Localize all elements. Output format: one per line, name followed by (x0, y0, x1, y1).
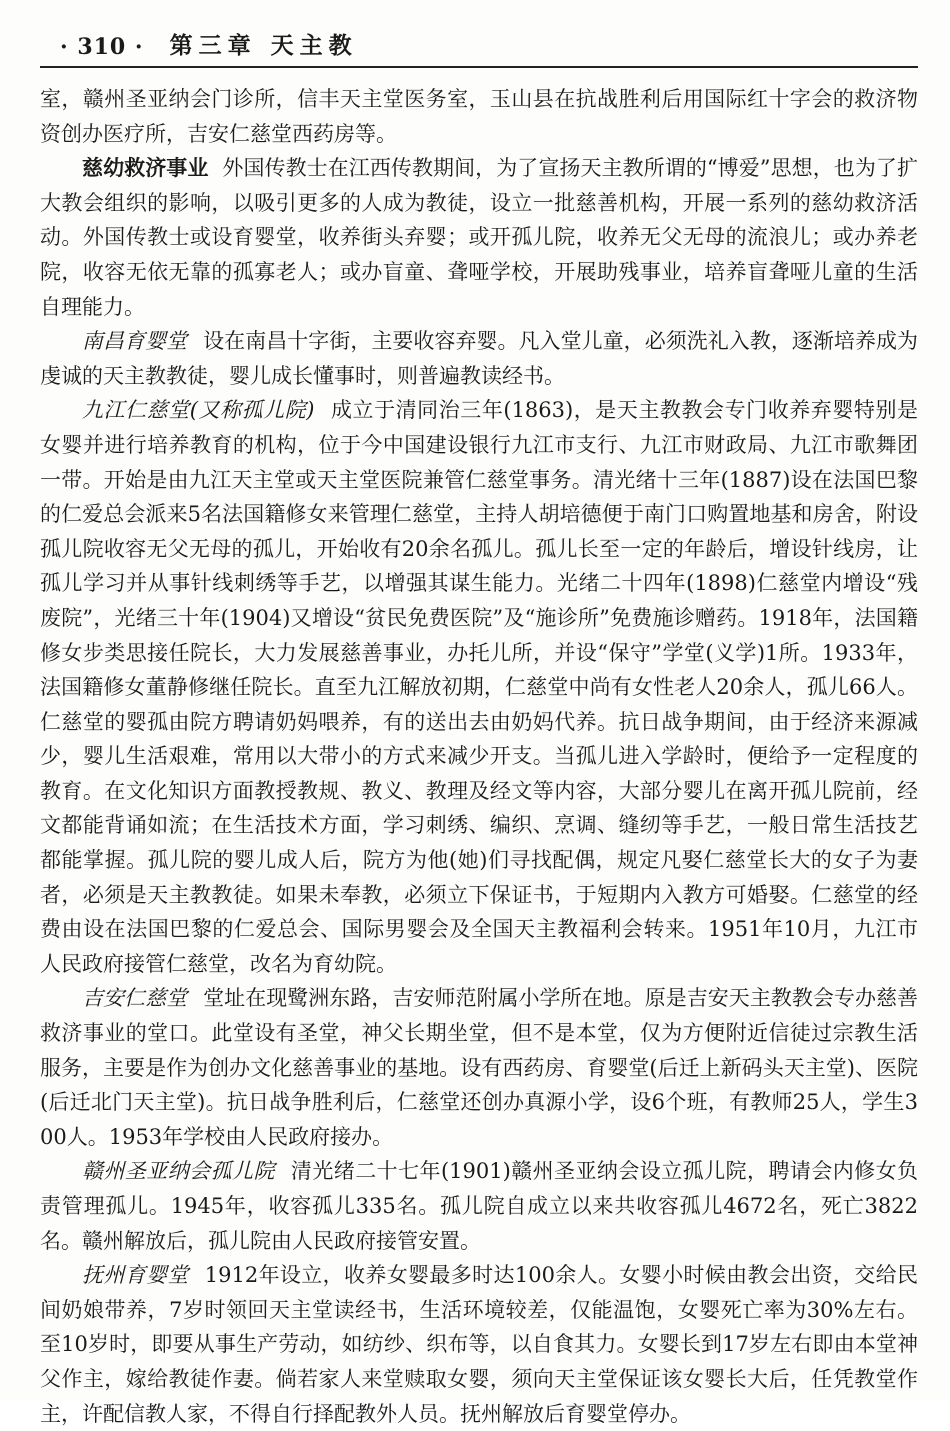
paragraph-jiujiang-renci (40, 393, 918, 981)
entry-heading: 九江仁慈堂(又称孤儿院) (82, 398, 315, 423)
entry-heading: 吉安仁慈堂 (82, 986, 188, 1011)
paragraph-text: 1912年设立，收养女婴最多时达100余人。女婴小时候由教会出资，交给民间奶娘带养，7岁时领回天主堂读经书，生活环境较差，仅能温饱，女婴死亡率为30%左右。至10岁时，即要从事生产劳动，如纺纱、织布等，以自食其力。女婴长到17岁左右即由本堂神父作主，嫁给教徒作妻。倘若家人来堂赎取女婴，须向天主堂保证该女婴长大后，任凭教堂作主，许配信教人家，不得自行择配教外人员。抚州解放后育婴堂停办。 (40, 1263, 918, 1426)
section-heading: 慈幼救济事业 (82, 156, 209, 181)
paragraph-continuation (40, 82, 918, 151)
entry-heading: 南昌育婴堂 (82, 329, 188, 354)
paragraph-text: 设在南昌十字街，主要收容弃婴。凡入堂儿童，必须洗礼入教，逐渐培养成为虔诚的天主教教徒，婴儿成长懂事时，则普遍教读经书。 (40, 329, 919, 388)
paragraph-text: 清光绪二十七年(1901)赣州圣亚纳会设立孤儿院，聘请会内修女负责管理孤儿。1945年，收容孤儿335名。孤儿院自成立以来共收容孤儿4672名，死亡3822名。赣州解放后，孤儿院由人民政府接管安置。 (40, 1159, 919, 1253)
paragraph-text: 室，赣州圣亚纳会门诊所，信丰天主堂医务室，玉山县在抗战胜利后用国际红十字会的救济物资创办医疗所，吉安仁慈堂西药房等。 (40, 87, 918, 146)
paragraph-jian-renci (40, 981, 918, 1154)
paragraph-text: 外国传教士在江西传教期间，为了宣扬天主教所谓的“博爱”思想，也为了扩大教会组织的影响，以吸引更多的人成为教徒，设立一批慈善机构，开展一系列的慈幼救济活动。外国传教士或设育婴堂，收养街头弃婴；或开孤儿院，收养无父无母的流浪儿；或办养老院，收容无依无靠的孤寡老人；或办盲童、聋哑学校，开展助残事业，培养盲聋哑儿童的生活自理能力。 (40, 156, 919, 319)
page-header (40, 28, 918, 68)
entry-heading: 赣州圣亚纳会孤儿院 (82, 1159, 275, 1184)
body-text (40, 82, 918, 1431)
paragraph-text: 堂址在现鹭洲东路，吉安师范附属小学所在地。原是吉安天主教教会专办慈善救济事业的堂口。此堂设有圣堂，神父长期坐堂，但不是本堂，仅为方便附近信徒过宗教生活服务，主要是作为创办文化慈善事业的基地。设有西药房、育婴堂(后迁上新码头天主堂)、医院(后迁北门天主堂)。抗日战争胜利后，仁慈堂还创办真源小学，设6个班，有教师25人，学生300人。1953年学校由人民政府接办。 (40, 986, 919, 1149)
paragraph-ganzhou-orphanage (40, 1154, 918, 1258)
paragraph-nanchang-orphanage (40, 324, 918, 393)
page-number: · 310 · (60, 34, 144, 60)
chapter-title: 第三章 天主教 (169, 32, 358, 59)
paragraph-text: 成立于清同治三年(1863)，是天主教教会专门收养弃婴特别是女婴并进行培养教育的机构，位于今中国建设银行九江市支行、九江市财政局、九江市歌舞团一带。开始是由九江天主堂或天主堂医院兼管仁慈堂事务。清光绪十三年(1887)设在法国巴黎的仁爱总会派来5名法国籍修女来管理仁慈堂，主持人胡培德便于南门口购置地基和房舍，附设孤儿院收容无父无母的孤儿，开始收有20余名孤儿。孤儿长至一定的年龄后，增设针线房，让孤儿学习并从事针线刺绣等手艺，以增强其谋生能力。光绪二十四年(1898)仁慈堂内增设“残废院”，光绪三十年(1904)又增设“贫民免费医院”及“施诊所”免费施诊赠药。1918年，法国籍修女步类思接任院长，大力发展慈善事业，办托儿所，并设“保守”学堂(义学)1所。1933年，法国籍修女董静修继任院长。直至九江解放初期，仁慈堂中尚有女性老人20余人，孤儿66人。仁慈堂的婴孤由院方聘请奶妈喂养，有的送出去由奶妈代养。抗日战争期间，由于经济来源减少，婴儿生活艰难，常用以大带小的方式来减少开支。当孤儿进入学龄时，便给予一定程度的教育。在文化知识方面教授教规、教义、教理及经文等内容，大部分婴儿在离开孤儿院前，经文都能背诵如流；在生活技术方面，学习刺绣、编织、烹调、缝纫等手艺，一般日常生活技艺都能掌握。孤儿院的婴儿成人后，院方为他(她)们寻找配偶，规定凡娶仁慈堂长大的女子为妻者，必须是天主教教徒。如果未奉教，必须立下保证书，于短期内入教方可婚娶。仁慈堂的经费由设在法国巴黎的仁爱总会、国际男婴会及全国天主教福利会转来。1951年10月，九江市人民政府接管仁慈堂，改名为育幼院。 (40, 398, 919, 976)
entry-heading: 抚州育婴堂 (82, 1263, 189, 1288)
paragraph-charity-relief (40, 151, 918, 324)
paragraph-fuzhou-orphanage (40, 1258, 918, 1431)
